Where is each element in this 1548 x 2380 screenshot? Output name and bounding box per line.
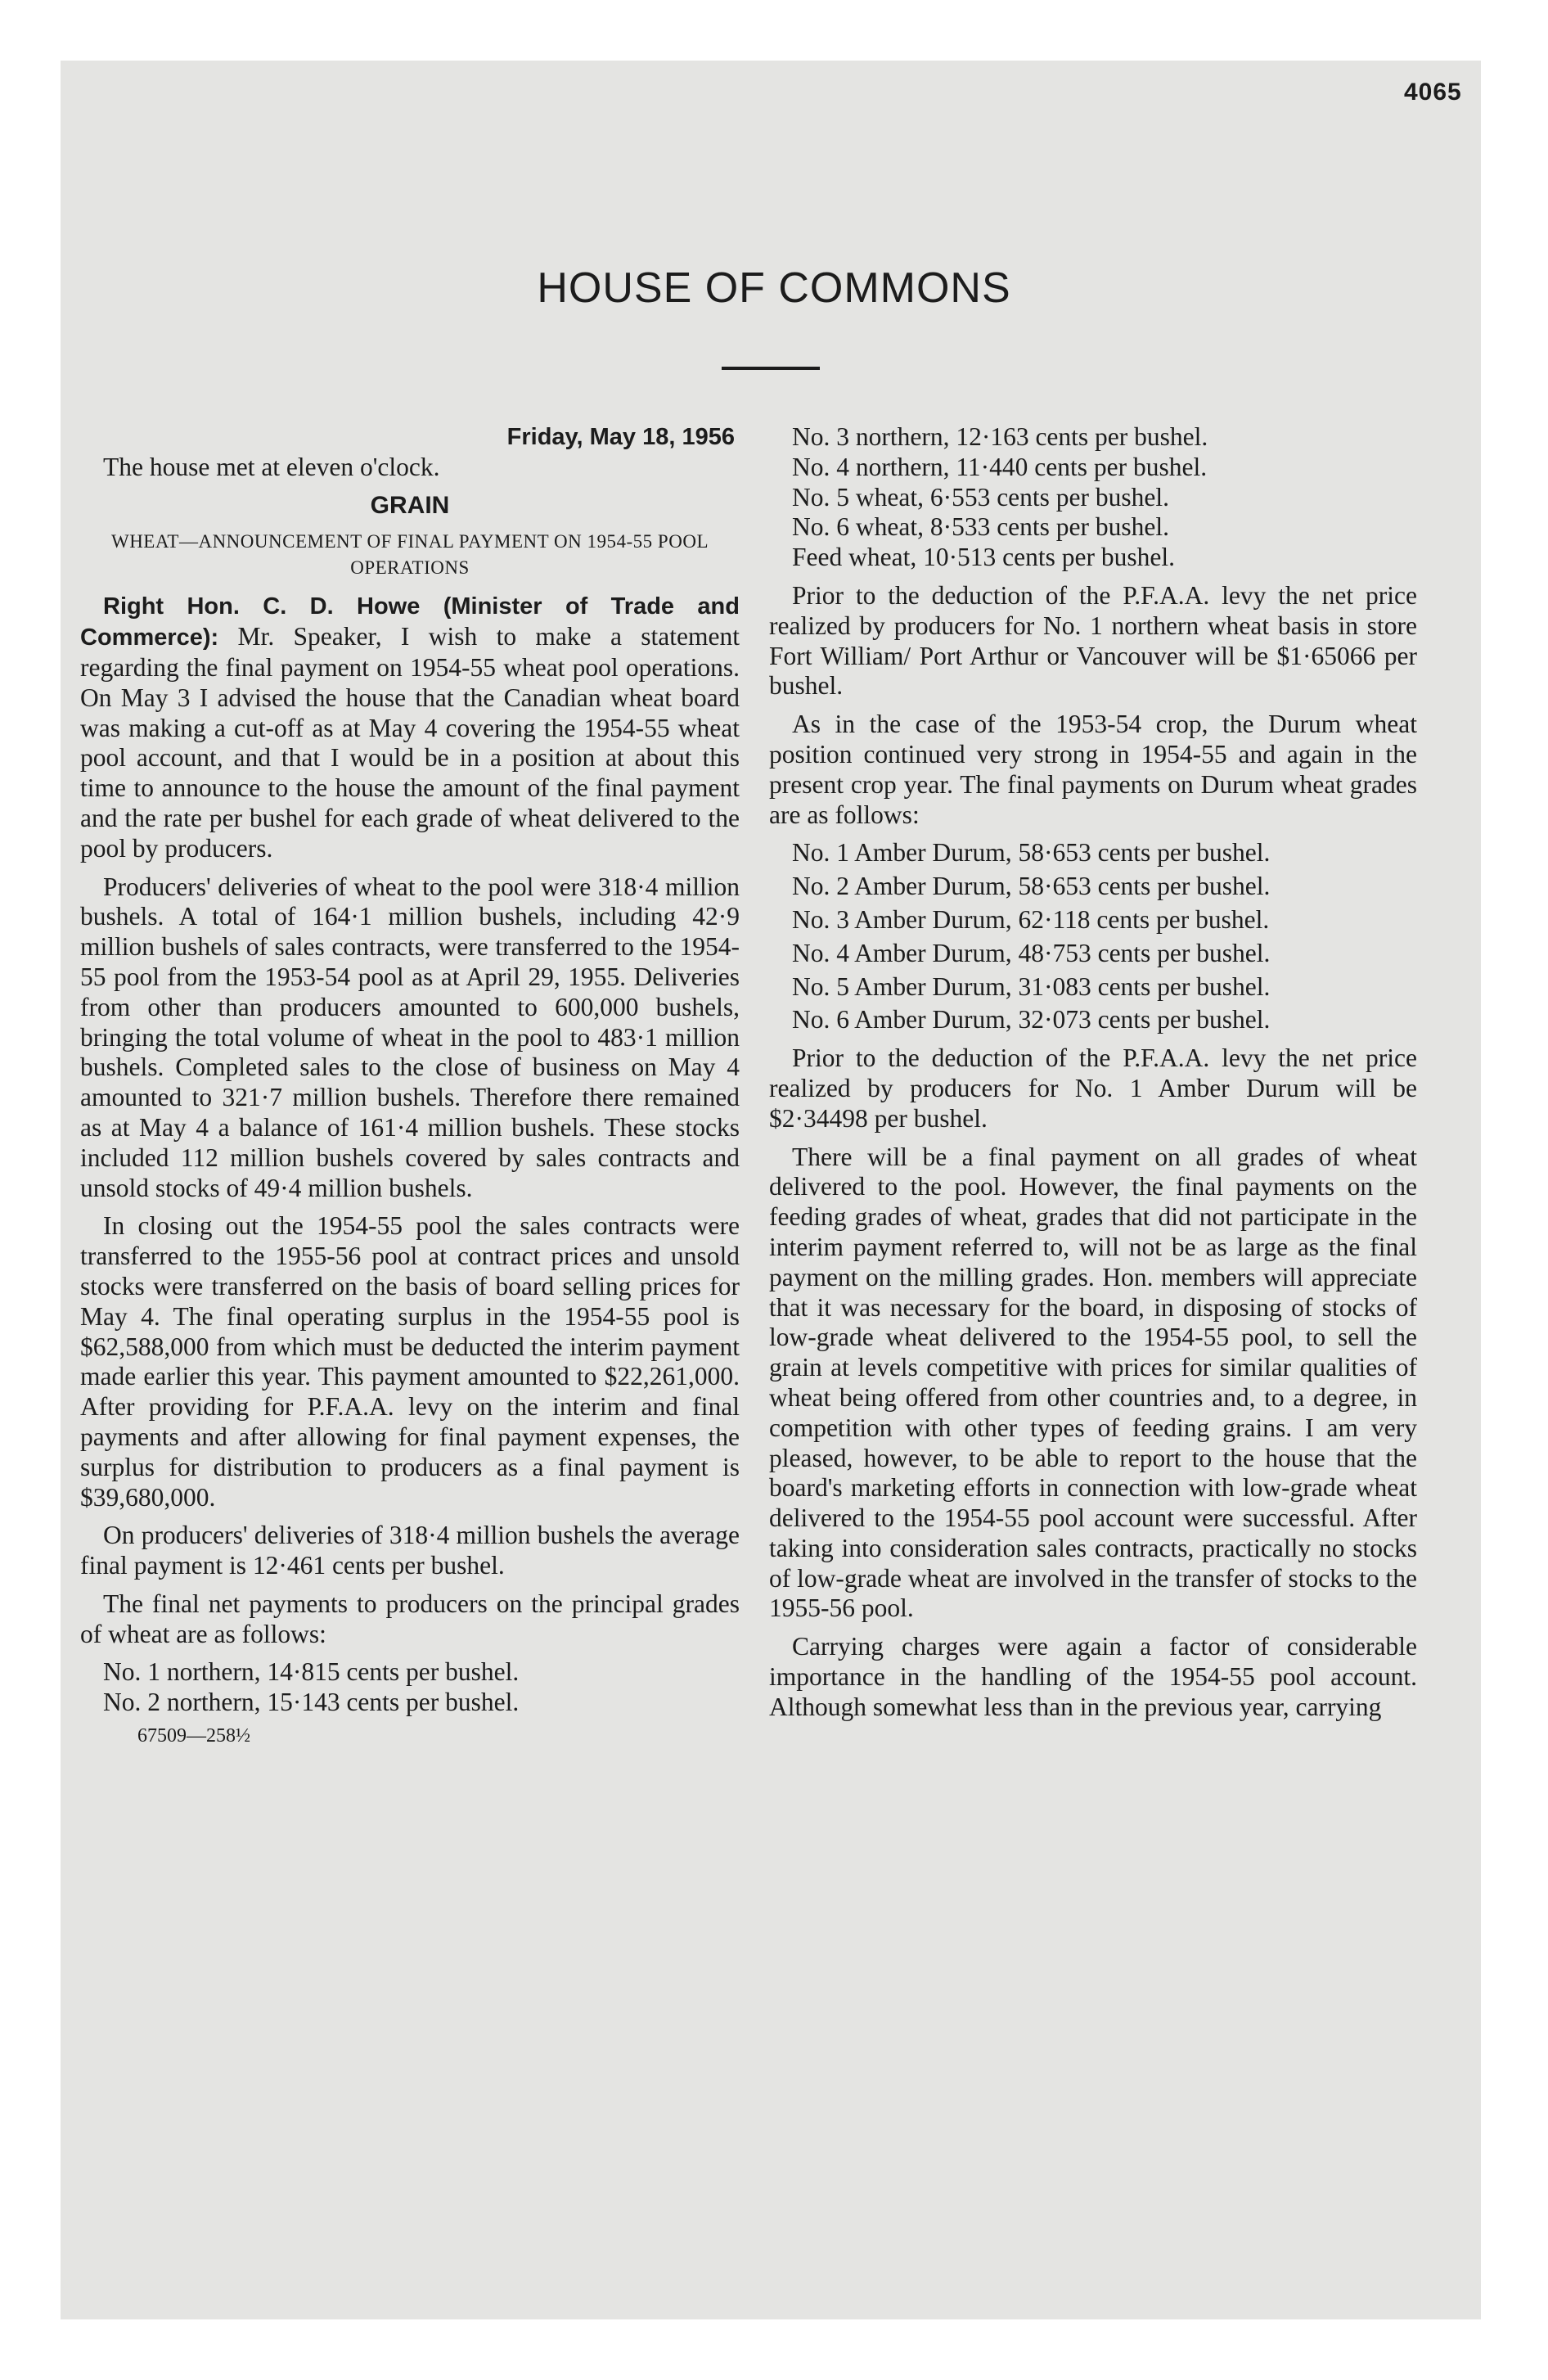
grade-line: No. 4 northern, 11·440 cents per bushel. — [792, 452, 1208, 481]
durum-grade-line: No. 6 Amber Durum, 32·073 cents per bushel. — [792, 1005, 1271, 1034]
paragraph: There will be a final payment on all grades of wheat delivered to the pool. However, the final payments on the feeding grades of wheat, grades that did not participate in the interim payment referred to, will not be as large as the final payment on the milling grades. Hon. members will appreciate that it was necessary for the board, in disposing of stocks of low-grade wheat delivered to the 1954-55 pool, to sell the grain at levels competitive with prices for similar qualities of wheat being offered from other countries and, to a degree, in competition with other types of feeding grains. I am very pleased, however, to be able to report to the house that the board's marketing efforts in connection with low-grade wheat delivered to the 1954-55 pool account were successful. After taking into consideration sales contracts, practically no stocks of low-grade wheat are involved in the transfer of stocks to the 1955-56 pool. — [769, 1142, 1417, 1623]
speaker-name: Right Hon. C. D. Howe (Minister of Trade and Commerce): — [80, 593, 740, 651]
grade-line: No. 1 northern, 14·815 cents per bushel. — [103, 1657, 520, 1687]
paragraph: In closing out the 1954-55 pool the sales contracts were transferred to the 1955-56 pool at contract prices and unsold stocks were transferred on the basis of board selling prices for May 4. The final operating surplus in the 1954-55 pool is $62,588,000 from which must be deducted the interim payment made earlier this year. This payment amounted to $22,261,000. After providing for P.F.A.A. levy on the interim and final payments and after allowing for final payment expenses, the surplus for distribution to producers as a final payment is $39,680,000. — [80, 1211, 740, 1512]
left-column — [80, 422, 740, 1751]
house-met-line: The house met at eleven o'clock. — [103, 452, 440, 481]
paragraph: On producers' deliveries of 318·4 million bushels the average final payment is 12·461 cents per bushel. — [80, 1521, 740, 1580]
paragraph: Producers' deliveries of wheat to the pool were 318·4 million bushels. A total of 164·1 million bushels, including 42·9 million bushels of sales contracts, were transferred to the 1954-55 pool from the 1953-54 pool as at April 29, 1955. Deliveries from other than producers amounted to 600,000 bushels, bringing the total volume of wheat in the pool to 483·1 million bushels. Completed sales to the close of business on May 4 amounted to 321·7 million bushels. Therefore there remained as at May 4 a balance of 161·4 million bushels. These stocks included 112 million bushels covered by sales contracts and unsold stocks of 49·4 million bushels. — [80, 872, 740, 1202]
grade-line: No. 2 northern, 15·143 cents per bushel. — [103, 1688, 520, 1717]
durum-grade-line: No. 5 Amber Durum, 31·083 cents per bushel. — [792, 971, 1271, 1001]
grade-line: No. 5 wheat, 6·553 cents per bushel. — [792, 482, 1170, 512]
durum-grade-line: No. 2 Amber Durum, 58·653 cents per bushel. — [792, 872, 1271, 901]
durum-grade-line: No. 1 Amber Durum, 58·653 cents per bushel. — [792, 838, 1271, 868]
paragraph: The final net payments to producers on the principal grades of wheat are as follows: — [80, 1589, 740, 1648]
paragraph: As in the case of the 1953-54 crop, the Durum wheat position continued very strong in 1954-55 and again in the present crop year. The final payments on Durum wheat grades are as follows: — [769, 710, 1417, 829]
grade-line: No. 3 northern, 12·163 cents per bushel. — [792, 422, 1208, 451]
page-title: HOUSE OF COMMONS — [537, 264, 1011, 312]
paragraph: Prior to the deduction of the P.F.A.A. levy the net price realized by producers for No. 1 Amber Durum will be $2·34498 per bushel. — [769, 1044, 1417, 1133]
title-rule — [722, 367, 820, 370]
printer-footer: 67509—258½ — [137, 1725, 250, 1747]
paragraph: Carrying charges were again a factor of considerable importance in the handling of the 1954-55 pool account. Although somewhat less than in the previous year, carrying — [769, 1632, 1417, 1721]
section-heading: GRAIN — [370, 491, 450, 519]
grade-line: No. 6 wheat, 8·533 cents per bushel. — [792, 512, 1170, 542]
sitting-date: Friday, May 18, 1956 — [506, 424, 735, 450]
right-column — [769, 422, 1417, 1731]
durum-grade-line: No. 4 Amber Durum, 48·753 cents per bushel. — [792, 938, 1271, 967]
durum-grade-line: No. 3 Amber Durum, 62·118 cents per bushel. — [792, 904, 1270, 934]
subject-heading: WHEAT—ANNOUNCEMENT OF FINAL PAYMENT ON 1954-55 POOL OPERATIONS — [110, 531, 709, 579]
paragraph — [80, 591, 740, 863]
paragraph-text: Mr. Speaker, I wish to make a statement regarding the final payment on 1954-55 wheat pool operations. On May 3 I advised the house that the Canadian wheat board was making a cut-off as at May 4 covering the 1954-55 wheat pool account, and that I would be in a position at about this time to announce to the house the amount of the final payment and the rate per bushel for each grade of wheat delivered to the pool by producers. — [80, 622, 740, 863]
grade-line: Feed wheat, 10·513 cents per bushel. — [792, 543, 1175, 572]
paragraph: Prior to the deduction of the P.F.A.A. levy the net price realized by producers for No. 1 northern wheat basis in store Fort William/ Port Arthur or Vancouver will be $1·65066 per bushel. — [769, 580, 1417, 701]
page-number: 4065 — [1404, 79, 1462, 106]
